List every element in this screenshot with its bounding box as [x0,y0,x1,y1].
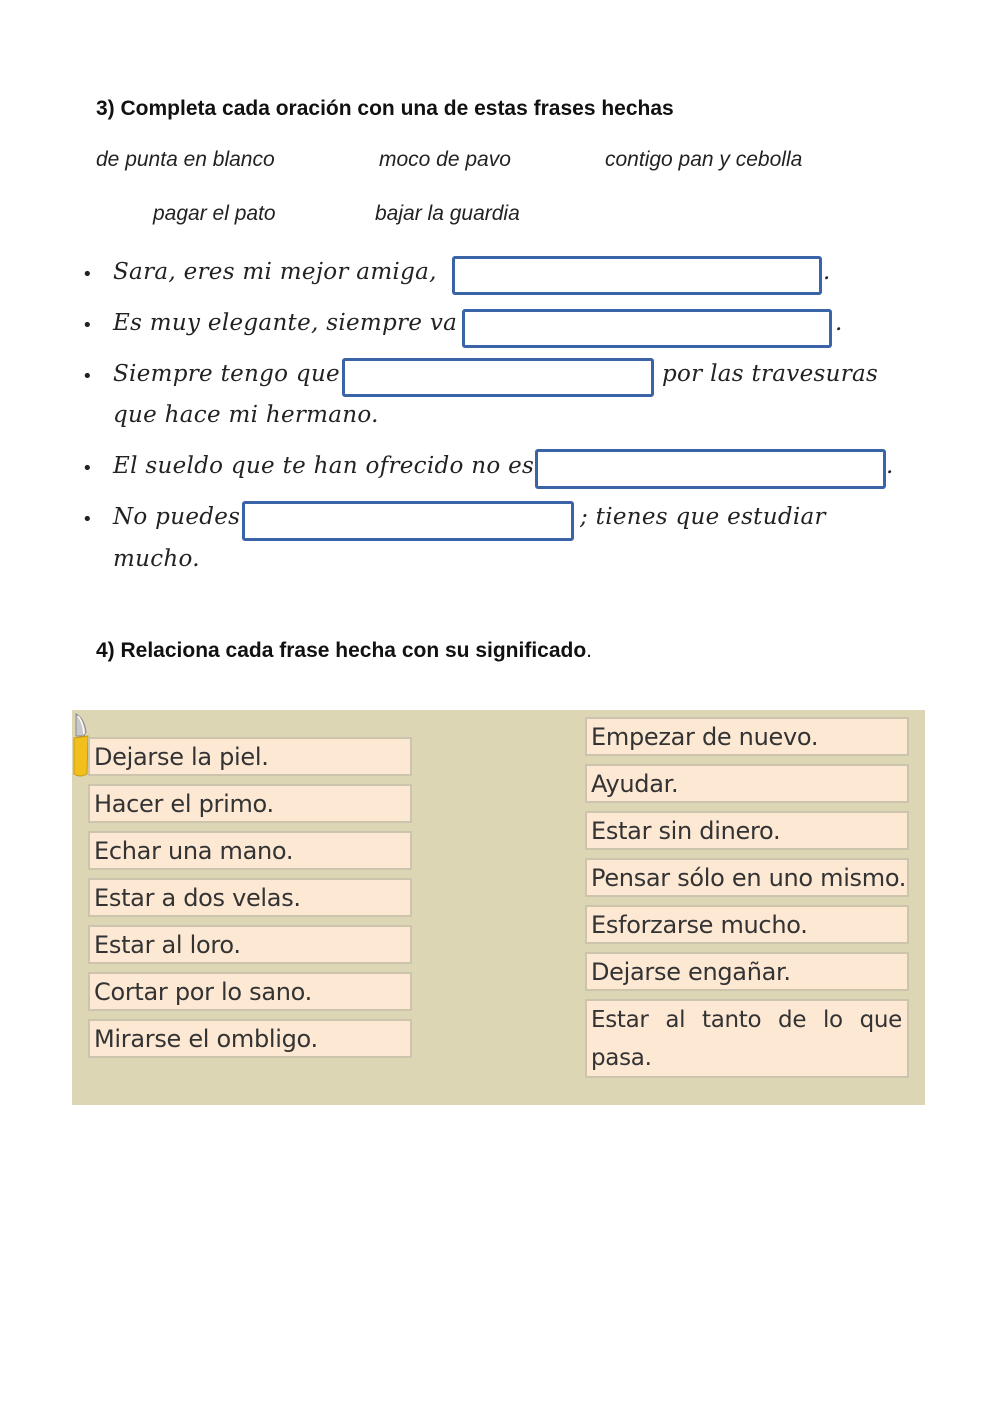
sentence-5-after: ; tienes que estudiar [580,504,826,530]
sentence-3-line2: que hace mi hermano. [113,402,379,428]
phrase-option: pagar el pato [153,202,276,225]
left-card[interactable]: Echar una mano. [88,831,412,870]
right-card[interactable]: Estar al tanto de lo que pasa. [585,999,909,1078]
right-card[interactable]: Empezar de nuevo. [585,717,909,756]
bullet: • [82,509,93,530]
right-card[interactable]: Ayudar. [585,764,909,803]
right-card[interactable]: Pensar sólo en uno mismo. [585,858,909,897]
sentence-3-after: por las travesuras [662,361,879,387]
right-card[interactable]: Dejarse engañar. [585,952,909,991]
answer-box-2[interactable] [462,309,832,348]
phrase-option: de punta en blanco [96,148,275,171]
right-card[interactable]: Esforzarse mucho. [585,905,909,944]
sentence-4-text: El sueldo que te han ofrecido no es [113,453,535,479]
exercise-4-title [96,639,592,663]
right-card[interactable]: Estar sin dinero. [585,811,909,850]
sentence-1-text: Sara, eres mi mejor amiga, [113,259,437,285]
left-card[interactable]: Cortar por lo sano. [88,972,412,1011]
sentence-3-text: Siempre tengo que [113,361,340,387]
exercise-4-title-period: . [586,639,593,662]
answer-box-1[interactable] [452,256,822,295]
left-card[interactable]: Estar a dos velas. [88,878,412,917]
sentence-2-text: Es muy elegante, siempre va [113,310,458,336]
phrase-option: bajar la guardia [375,202,520,225]
bullet: • [82,315,93,336]
sentence-4-end: . [886,453,894,479]
answer-box-4[interactable] [535,449,886,489]
left-card[interactable]: Mirarse el ombligo. [88,1019,412,1058]
phrase-option: contigo pan y cebolla [605,148,803,171]
answer-box-5[interactable] [242,501,574,541]
sentence-5-line2: mucho. [113,546,200,572]
matching-panel [72,710,925,1105]
bullet: • [82,458,93,479]
left-card[interactable]: Dejarse la piel. [88,737,412,776]
exercise-4-title-text: 4) Relaciona cada frase hecha con su significado [96,639,587,662]
left-card[interactable]: Hacer el primo. [88,784,412,823]
left-card[interactable]: Estar al loro. [88,925,412,964]
exercise-3-title: 3) Completa cada oración con una de estas frases hechas [96,97,674,120]
bullet: • [82,264,93,285]
sentence-2-end: . [835,310,843,336]
answer-box-3[interactable] [342,358,654,397]
sentence-5-text: No puedes [113,504,241,530]
phrase-option: moco de pavo [379,148,511,171]
bullet: • [82,366,93,387]
sentence-1-end: . [823,259,831,285]
